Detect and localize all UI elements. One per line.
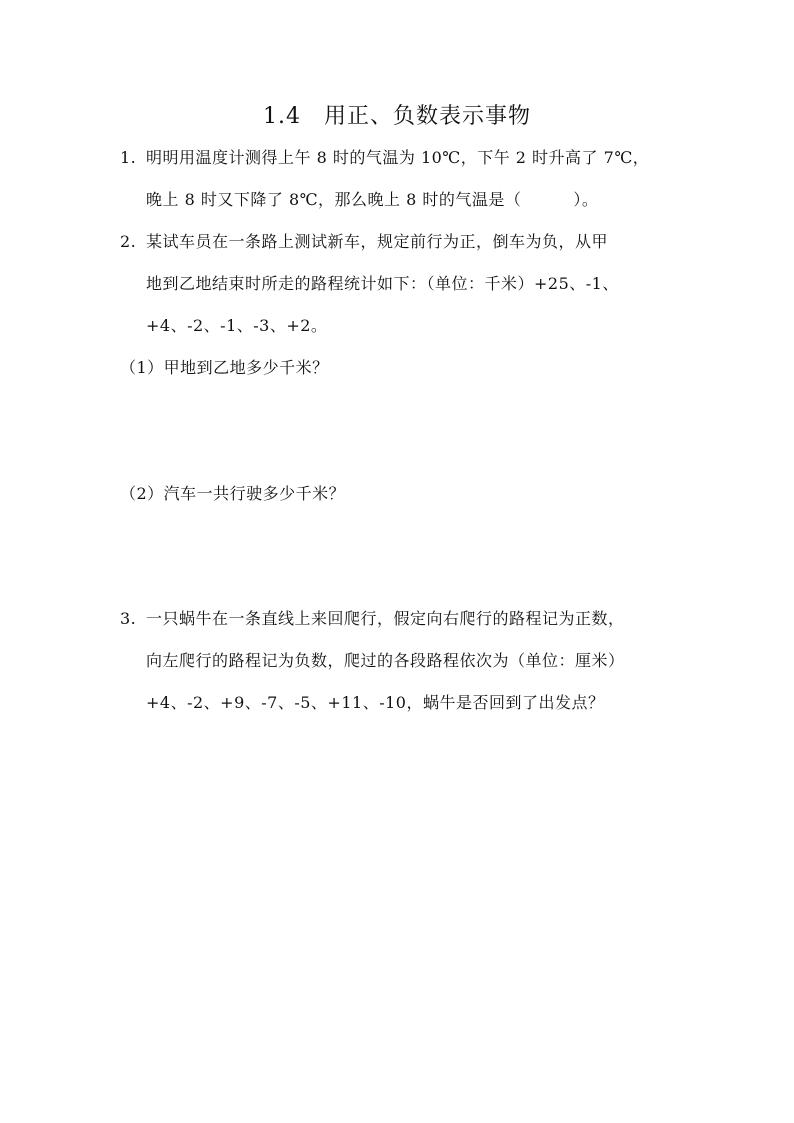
question-2-number: 2. [120,232,137,251]
question-2-sub-2: （2）汽车一共行驶多少千米？ [120,484,346,503]
question-1-line-1 [120,146,649,170]
question-2-line-3: +4、-2、-1、-3、+2。 [146,316,328,335]
question-2-line-2: 地到乙地结束时所走的路程统计如下：（单位：千米）+25、-1、 [146,274,619,293]
question-3-line-2: 向左爬行的路程记为负数，爬过的各段路程依次为（单位：厘米） [146,651,625,670]
question-1-text-2a: 晚上 8 时又下降了 8℃，那么晚上 8 时的气温是（ [146,190,522,209]
question-3-line-3: +4、-2、+9、-7、-5、+11、-10，蜗牛是否回到了出发点？ [146,693,605,712]
question-1-text-1: 明明用温度计测得上午 8 时的气温为 10℃，下午 2 时升高了 7℃， [146,148,650,167]
question-1-number: 1. [120,148,137,167]
question-3-line-1 [120,607,625,631]
question-3-text-1: 一只蜗牛在一条直线上来回爬行，假定向右爬行的路程记为正数， [146,609,625,628]
question-3-number: 3. [120,609,137,628]
question-1-text-2b: ）。 [573,190,599,209]
question-2-text-1: 某试车员在一条路上测试新车，规定前行为正，倒车为负，从甲 [146,232,609,251]
question-2-sub-1: （1）甲地到乙地多少千米？ [120,358,329,377]
page-title: 1.4 用正、负数表示事物 [263,104,531,129]
question-2-line-1 [120,230,608,254]
question-1-line-2 [146,188,598,212]
